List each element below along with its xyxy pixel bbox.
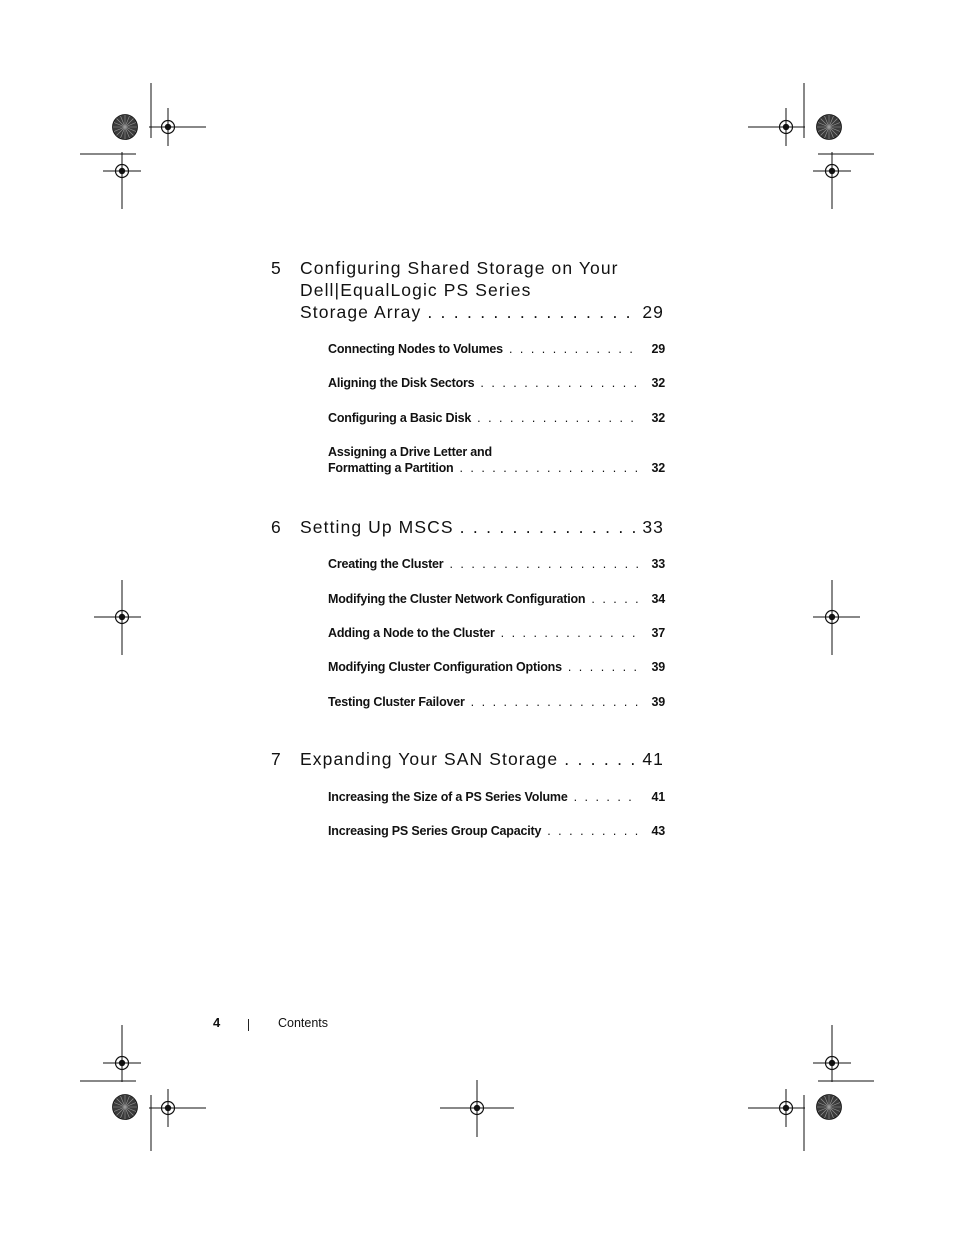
entry-title: Connecting Nodes to Volumes xyxy=(328,342,503,356)
chapter-page-number: 29 xyxy=(642,302,664,322)
footer-page-number: 4 xyxy=(213,1015,221,1030)
chapter-number: 6 xyxy=(271,517,282,537)
dot-leader xyxy=(480,376,639,390)
toc-entry[interactable] xyxy=(328,557,665,571)
chapter-title-line: Dell|EqualLogic PS Series xyxy=(300,280,532,300)
entry-page-number: 39 xyxy=(651,695,665,709)
entry-page-number: 39 xyxy=(651,660,665,674)
footer-label: Contents xyxy=(278,1016,329,1030)
entry-title: Increasing PS Series Group Capacity xyxy=(328,824,542,838)
entry-title: Testing Cluster Failover xyxy=(328,695,465,709)
chapter-title: Storage Array xyxy=(300,302,422,322)
toc-entry[interactable] xyxy=(328,411,665,425)
dot-leader xyxy=(574,790,639,804)
entry-title: Configuring a Basic Disk xyxy=(328,411,472,425)
toc-entry[interactable] xyxy=(328,342,665,356)
dot-leader xyxy=(449,557,639,571)
chapter-page-number: 33 xyxy=(642,517,664,537)
entry-page-number: 43 xyxy=(651,824,665,838)
star-target-icon xyxy=(817,1095,842,1120)
toc-entry[interactable] xyxy=(328,592,665,606)
star-target-icon xyxy=(817,115,842,140)
entry-title: Formatting a Partition xyxy=(328,461,454,475)
entry-title-line: Assigning a Drive Letter and xyxy=(328,445,492,459)
entry-page-number: 37 xyxy=(651,626,665,640)
dot-leader xyxy=(459,461,639,475)
toc-entry[interactable] xyxy=(328,376,665,390)
dot-leader xyxy=(477,411,639,425)
star-target-icon xyxy=(113,1095,138,1120)
chapter-title: Setting Up MSCS xyxy=(300,517,454,537)
chapter-title: Expanding Your SAN Storage xyxy=(300,749,559,769)
entry-page-number: 32 xyxy=(651,461,665,475)
entry-title: Creating the Cluster xyxy=(328,557,444,571)
entry-title: Increasing the Size of a PS Series Volume xyxy=(328,790,568,804)
dot-leader xyxy=(547,824,639,838)
toc-entry[interactable] xyxy=(328,626,665,640)
chapter-number: 7 xyxy=(271,749,282,769)
dot-leader xyxy=(591,592,639,606)
dot-leader xyxy=(427,302,636,323)
dot-leader xyxy=(509,342,639,356)
toc-entry[interactable] xyxy=(328,660,665,674)
chapter-number: 5 xyxy=(271,258,282,278)
dot-leader xyxy=(564,749,636,770)
toc-entry[interactable] xyxy=(328,824,665,838)
toc-entry[interactable] xyxy=(328,445,665,475)
entry-page-number: 32 xyxy=(651,411,665,425)
footer-divider xyxy=(248,1019,249,1031)
dot-leader xyxy=(568,660,639,674)
entry-page-number: 29 xyxy=(651,342,665,356)
entry-page-number: 41 xyxy=(651,790,665,804)
toc-entry[interactable] xyxy=(328,695,665,709)
entry-title: Adding a Node to the Cluster xyxy=(328,626,495,640)
entry-title: Modifying the Cluster Network Configuration xyxy=(328,592,586,606)
entry-page-number: 33 xyxy=(651,557,665,571)
chapter-page-number: 41 xyxy=(642,749,664,769)
chapter-title-line: Configuring Shared Storage on Your xyxy=(300,258,619,278)
toc-entry[interactable] xyxy=(328,790,665,804)
entry-title: Aligning the Disk Sectors xyxy=(328,376,475,390)
star-target-icon xyxy=(113,115,138,140)
entry-page-number: 32 xyxy=(651,376,665,390)
dot-leader xyxy=(460,517,637,538)
dot-leader xyxy=(471,695,639,709)
entry-title: Modifying Cluster Configuration Options xyxy=(328,660,562,674)
dot-leader xyxy=(501,626,639,640)
entry-page-number: 34 xyxy=(651,592,665,606)
